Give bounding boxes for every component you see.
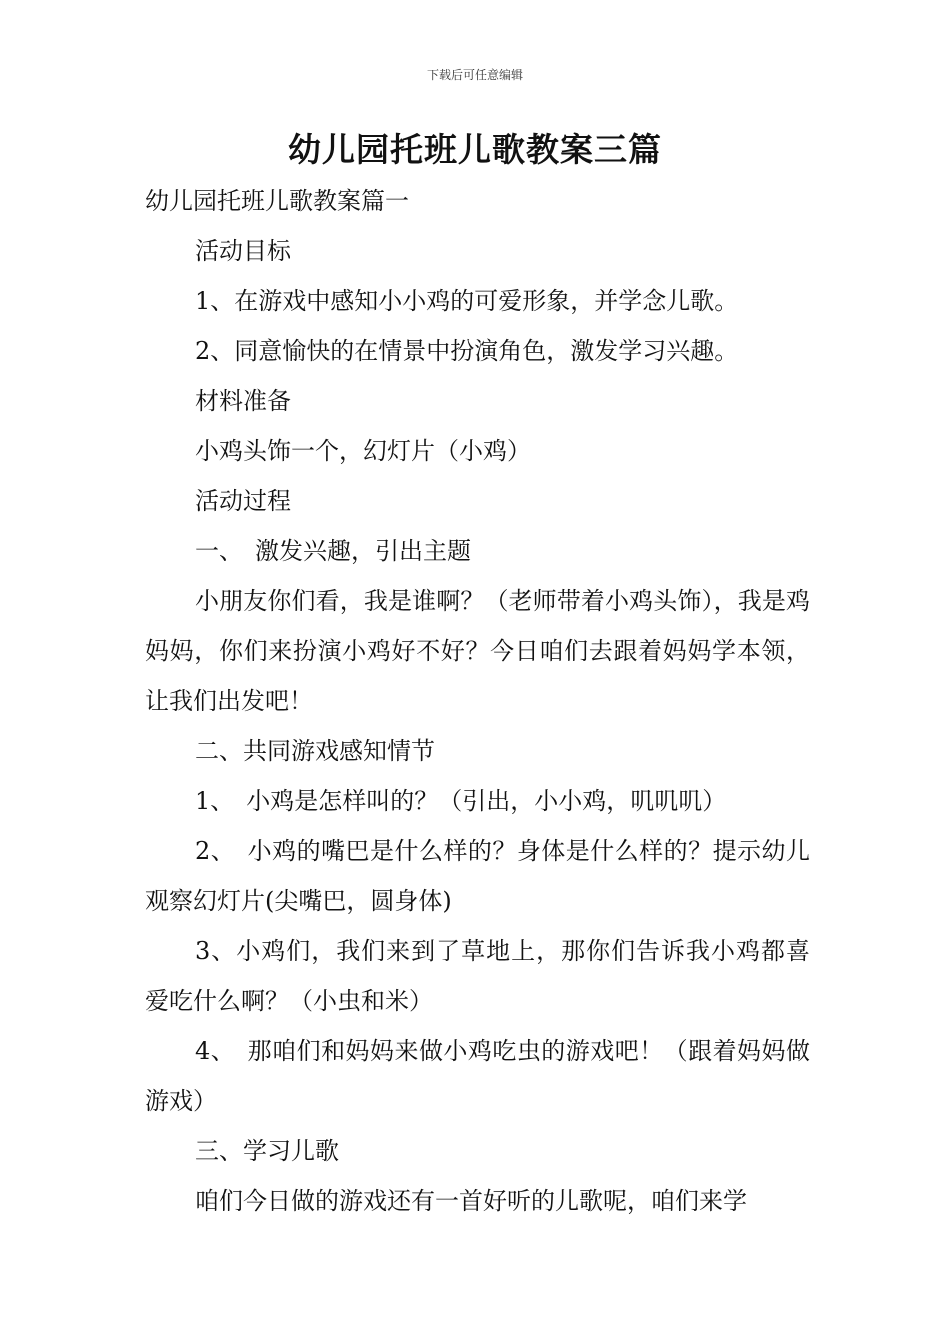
step-heading-2: 二、共同游戏感知情节 bbox=[195, 737, 435, 765]
goal-item-2: 2、同意愉快的在情景中扮演角色，激发学习兴趣。 bbox=[195, 337, 739, 365]
document-body bbox=[145, 176, 810, 1226]
section-heading: 幼儿园托班儿歌教案篇一 bbox=[145, 187, 409, 215]
document-title: 幼儿园托班儿歌教案三篇 bbox=[288, 130, 662, 169]
goal-item-1: 1、在游戏中感知小小鸡的可爱形象，并学念儿歌。 bbox=[195, 287, 739, 315]
step-item-1: 1、 小鸡是怎样叫的？（引出，小小鸡，叽叽叽） bbox=[195, 787, 727, 815]
heading-activity-process: 活动过程 bbox=[195, 487, 291, 515]
paragraph-intro: 小朋友你们看，我是谁啊？（老师带着小鸡头饰），我是鸡妈妈，你们来扮演小鸡好不好？今日咱们去跟着妈妈学本领，让我们出发吧！ bbox=[145, 587, 810, 715]
step-item-3: 3、小鸡们，我们来到了草地上，那你们告诉我小鸡都喜爱吃什么啊？（小虫和米） bbox=[145, 937, 810, 1015]
step-item-2: 2、 小鸡的嘴巴是什么样的？身体是什么样的？提示幼儿观察幻灯片(尖嘴巴，圆身体) bbox=[145, 837, 810, 915]
step-heading-3: 三、学习儿歌 bbox=[195, 1137, 339, 1165]
header-note: 下载后可任意编辑 bbox=[426, 68, 523, 82]
heading-activity-goals: 活动目标 bbox=[195, 237, 291, 265]
step-item-4: 4、 那咱们和妈妈来做小鸡吃虫的游戏吧！（跟着妈妈做游戏） bbox=[145, 1037, 810, 1115]
heading-materials: 材料准备 bbox=[195, 387, 291, 415]
materials-text: 小鸡头饰一个，幻灯片（小鸡） bbox=[195, 437, 531, 465]
paragraph-learn-song: 咱们今日做的游戏还有一首好听的儿歌呢，咱们来学 bbox=[195, 1187, 747, 1215]
step-heading-1: 一、 激发兴趣，引出主题 bbox=[195, 537, 471, 565]
